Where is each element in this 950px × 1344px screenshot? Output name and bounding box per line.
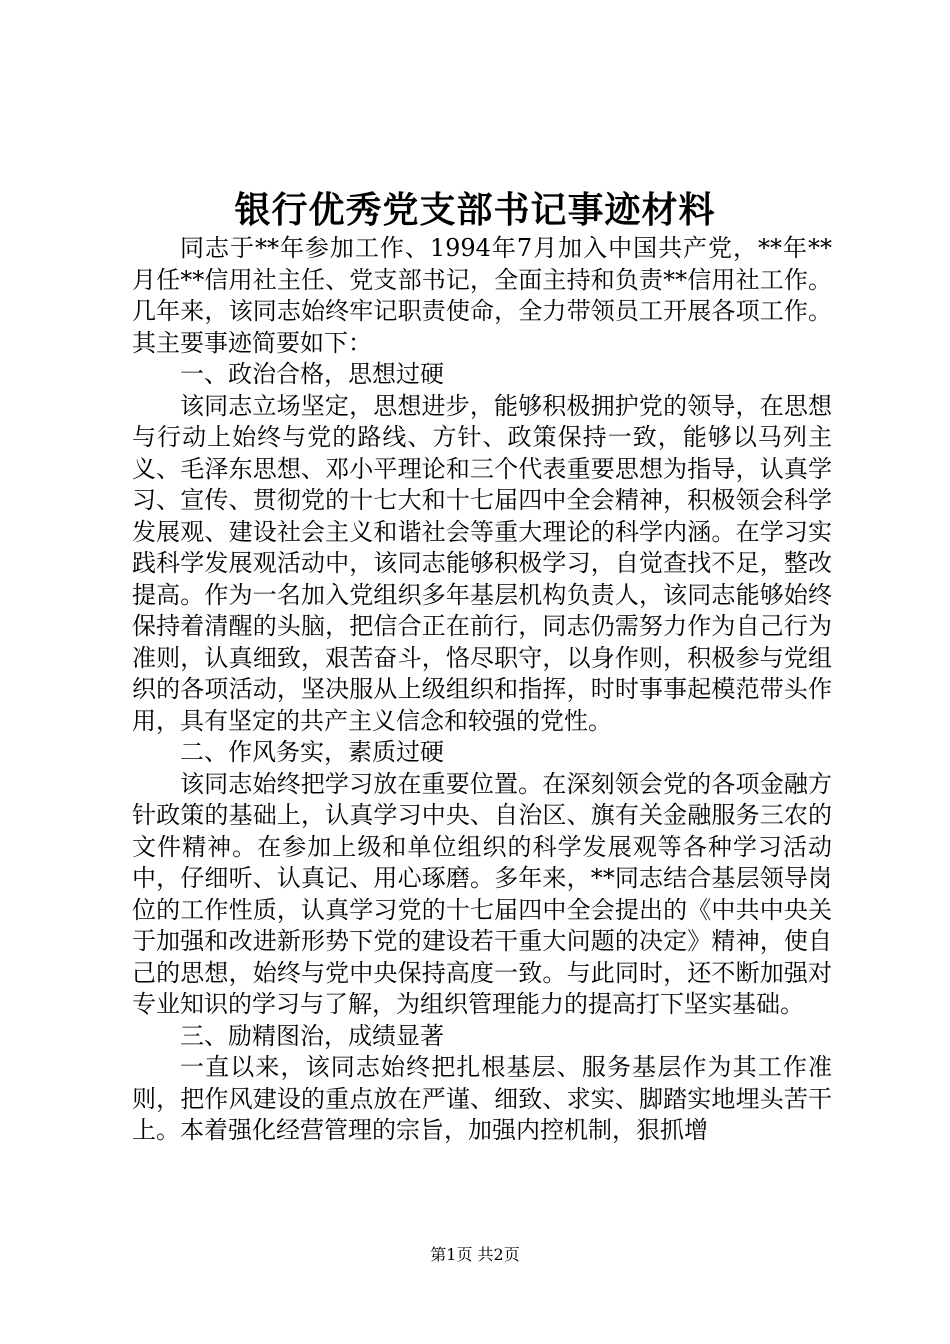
- document-title: 银行优秀党支部书记事迹材料: [234, 189, 716, 231]
- section-heading-1: 一、政治合格，思想过硬: [180, 360, 444, 388]
- intro-paragraph: 同志于**年参加工作、1994年7月加入中国共产党，**年**月任**信用社主任、党支部书记，全面主持和负责**信用社工作。几年来，该同志始终牢记职责使命，全力带领员工开展各项工作。其主要事迹简要如下：: [132, 234, 832, 357]
- section-heading-2: 二、作风务实，素质过硬: [180, 738, 444, 766]
- document-body: [132, 233, 832, 1147]
- section-paragraph-1: 该同志立场坚定，思想进步，能够积极拥护党的领导，在思想与行动上始终与党的路线、方针、政策保持一致，能够以马列主义、毛泽东思想、邓小平理论和三个代表重要思想为指导，认真学习、宣传、贯彻党的十七大和十七届四中全会精神，积极领会科学发展观、建设社会主义和谐社会等重大理论的科学内涵。在学习实践科学发展观活动中，该同志能够积极学习，自觉查找不足，整改提高。作为一名加入党组织多年基层机构负责人，该同志能够始终保持着清醒的头脑，把信合正在前行，同志仍需努力作为自己行为准则，认真细致，艰苦奋斗，恪尽职守，以身作则，积极参与党组织的各项活动，坚决服从上级组织和指挥，时时事事起模范带头作用，具有坚定的共产主义信念和较强的党性。: [132, 391, 832, 735]
- section-heading-3: 三、励精图治，成绩显著: [180, 1021, 444, 1050]
- section-paragraph-2: 该同志始终把学习放在重要位置。在深刻领会党的各项金融方针政策的基础上，认真学习中央、自治区、旗有关金融服务三农的文件精神。在参加上级和单位组织的科学发展观等各种学习活动中，仔细听、认真记、用心琢磨。多年来，**同志结合基层领导岗位的工作性质，认真学习党的十七届四中全会提出的《中共中央关于加强和改进新形势下党的建设若干重大问题的决定》精神，使自己的思想，始终与党中央保持高度一致。与此同时，还不断加强对专业知识的学习与了解，为组织管理能力的提高打下坚实基础。: [132, 769, 832, 1018]
- section-paragraph-3: 一直以来，该同志始终把扎根基层、服务基层作为其工作准则，把作风建设的重点放在严谨、细致、求实、脚踏实地埋头苦干上。本着强化经营管理的宗旨，加强内控机制，狠抓增: [132, 1053, 832, 1144]
- page-number-footer: 第1页 共2页: [430, 1245, 520, 1264]
